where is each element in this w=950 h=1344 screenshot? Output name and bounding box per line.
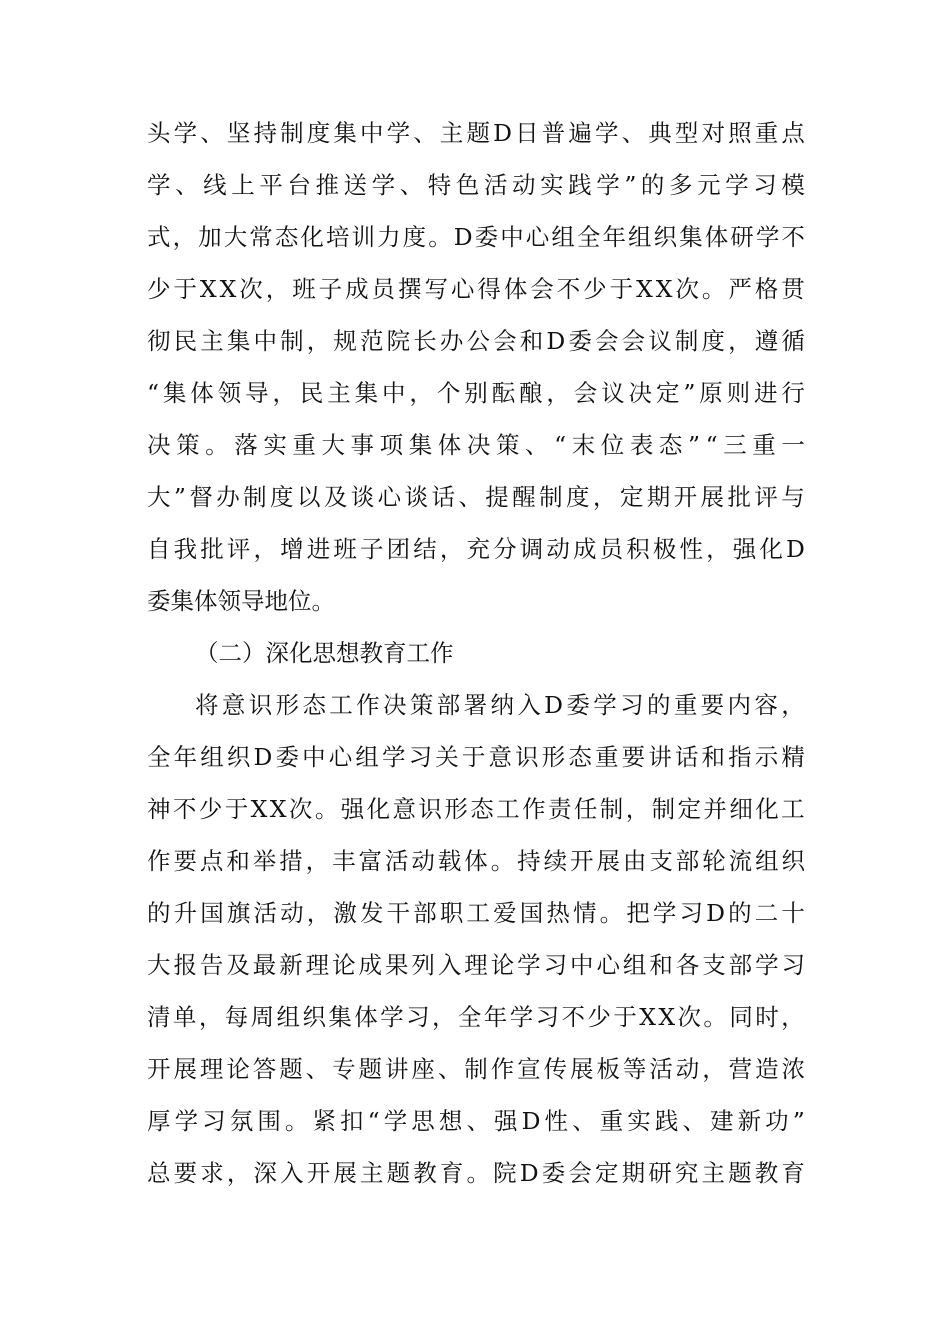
text-line: 总 要 求 ， 深 入 开 展 主 题 教 育 。 院 D 委 会 定 期 研 究 主 题 教 育 — [147, 1159, 805, 1187]
text-line: 少 于 X X 次 ， 班 子 成 员 撰 写 心 得 体 会 不 少 于 X X 次 。 严 格 贯 — [147, 275, 805, 303]
text-line: 大 报 告 及 最 新 理 论 成 果 列 入 理 论 学 习 中 心 组 和 各 支 部 学 习 — [147, 951, 805, 979]
text-line: 决 策 。 落 实 重 大 事 项 集 体 决 策 、 “ 末 位 表 态 ” “ 三 重 一 — [147, 431, 805, 459]
text-line: 大 ” 督 办 制 度 以 及 谈 心 谈 话 、 提 醒 制 度 ， 定 期 开 展 批 评 与 — [147, 483, 805, 511]
text-line: 的 升 国 旗 活 动 ， 激 发 干 部 职 工 爱 国 热 情 。 把 学 习 D 的 二 十 — [147, 899, 805, 927]
text-line: 神 不 少 于 X X 次 。 强 化 意 识 形 态 工 作 责 任 制 ， 制 定 并 细 化 工 — [147, 795, 805, 823]
text-line: 厚 学 习 氛 围 。 紧 扣 “ 学 思 想 、 强 D 性 、 重 实 践 、 建 新 功 ” — [147, 1107, 805, 1135]
text-line: 头 学 、 坚 持 制 度 集 中 学 、 主 题 D 日 普 遍 学 、 典 型 对 照 重 点 — [147, 119, 805, 147]
text-line: 作 要 点 和 举 措 ， 丰 富 活 动 载 体 。 持 续 开 展 由 支 部 轮 流 组 织 — [147, 847, 805, 875]
text-line: 将 意 识 形 态 工 作 决 策 部 署 纳 入 D 委 学 习 的 重 要 内 容 ， — [195, 691, 805, 719]
text-line: 彻 民 主 集 中 制 ， 规 范 院 长 办 公 会 和 D 委 会 会 议 制 度 ， 遵 循 — [147, 327, 805, 355]
text-line: 式 ， 加 大 常 态 化 培 训 力 度 。 D 委 中 心 组 全 年 组 织 集 体 研 学 不 — [147, 223, 805, 251]
text-line: 全 年 组 织 D 委 中 心 组 学 习 关 于 意 识 形 态 重 要 讲 话 和 指 示 精 — [147, 743, 805, 771]
text-line: 委集体领导地位。 — [147, 587, 335, 615]
text-line: 学 、 线 上 平 台 推 送 学 、 特 色 活 动 实 践 学 ” 的 多 元 学 习 模 — [147, 171, 805, 199]
text-line: 自 我 批 评 ， 增 进 班 子 团 结 ， 充 分 调 动 成 员 积 极 性 ， 强 化 D — [147, 535, 805, 563]
text-line: “ 集 体 领 导 ， 民 主 集 中 ， 个 别 酝 酿 ， 会 议 决 定 ” 原 则 进 行 — [147, 379, 805, 407]
text-line: 开 展 理 论 答 题 、 专 题 讲 座 、 制 作 宣 传 展 板 等 活 动 ， 营 造 浓 — [147, 1055, 805, 1083]
section-heading: （二）深化思想教育工作 — [195, 639, 454, 667]
text-line: 清 单 ， 每 周 组 织 集 体 学 习 ， 全 年 学 习 不 少 于 X X 次 。 同 时 ， — [147, 1003, 805, 1031]
